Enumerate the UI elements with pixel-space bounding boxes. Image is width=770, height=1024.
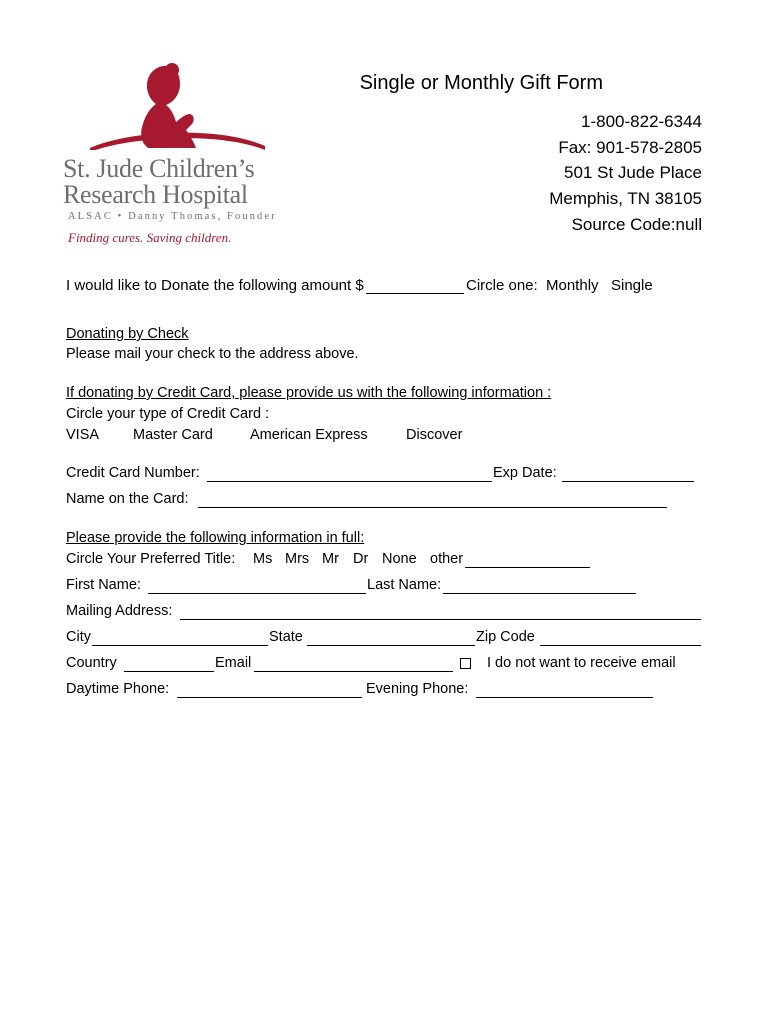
check-instruction: Please mail your check to the address above. — [66, 346, 359, 362]
first-name-field[interactable] — [148, 593, 366, 594]
info-heading: Please provide the following information in full: — [66, 530, 365, 546]
evening-phone-label: Evening Phone: — [366, 681, 469, 697]
city-state-zip: Memphis, TN 38105 — [549, 189, 702, 208]
country-field[interactable] — [124, 671, 214, 672]
title-dr[interactable]: Dr — [353, 551, 369, 567]
exp-date-field[interactable] — [562, 481, 694, 482]
zip-label: Zip Code — [476, 629, 535, 645]
exp-date-label: Exp Date: — [493, 465, 557, 481]
form-title: Single or Monthly Gift Form — [359, 72, 603, 94]
fax-number: Fax: 901-578-2805 — [558, 138, 702, 157]
single-option[interactable]: Single — [611, 277, 653, 294]
monthly-option[interactable]: Monthly — [546, 277, 599, 294]
mailing-address-label: Mailing Address: — [66, 603, 173, 619]
circle-one-label: Circle one: — [466, 277, 538, 294]
city-field[interactable] — [92, 645, 268, 646]
card-number-label: Credit Card Number: — [66, 465, 200, 481]
source-code: Source Code:null — [571, 215, 702, 234]
title-mr[interactable]: Mr — [322, 551, 339, 567]
card-type-visa[interactable]: VISA — [66, 427, 100, 443]
city-label: City — [66, 629, 91, 645]
daytime-phone-label: Daytime Phone: — [66, 681, 170, 697]
donate-amount-field[interactable] — [366, 293, 464, 294]
card-type-amex[interactable]: American Express — [250, 427, 368, 443]
card-type-discover[interactable]: Discover — [406, 427, 463, 443]
no-email-checkbox[interactable] — [460, 658, 471, 669]
email-field[interactable] — [254, 671, 453, 672]
card-name-label: Name on the Card: — [66, 491, 189, 507]
donate-amount-label: I would like to Donate the following amount $ — [66, 277, 364, 294]
logo-tagline: Finding cures. Saving children. — [68, 230, 232, 245]
no-email-label: I do not want to receive email — [487, 655, 676, 671]
credit-card-heading: If donating by Credit Card, please provide us with the following information : — [66, 385, 552, 401]
last-name-label: Last Name: — [367, 577, 442, 593]
state-field[interactable] — [307, 645, 475, 646]
zip-field[interactable] — [540, 645, 701, 646]
daytime-phone-field[interactable] — [177, 697, 362, 698]
evening-phone-field[interactable] — [476, 697, 653, 698]
card-type-label: Circle your type of Credit Card : — [66, 406, 270, 422]
phone-number: 1-800-822-6344 — [581, 112, 702, 131]
check-heading: Donating by Check — [66, 326, 189, 342]
first-name-label: First Name: — [66, 577, 141, 593]
logo-name-line2: Research Hospital — [63, 180, 248, 209]
street-address: 501 St Jude Place — [564, 163, 702, 182]
title-other[interactable]: other — [430, 551, 464, 567]
logo-founder: ALSAC • Danny Thomas, Founder — [68, 211, 277, 222]
logo-name-line1: St. Jude Children’s — [63, 154, 255, 183]
title-other-field[interactable] — [465, 567, 590, 568]
title-label: Circle Your Preferred Title: — [66, 551, 236, 567]
mailing-address-field[interactable] — [180, 619, 701, 620]
country-label: Country — [66, 655, 117, 671]
state-label: State — [269, 629, 303, 645]
card-name-field[interactable] — [198, 507, 667, 508]
title-mrs[interactable]: Mrs — [285, 551, 310, 567]
last-name-field[interactable] — [443, 593, 636, 594]
email-label: Email — [215, 655, 252, 671]
title-none[interactable]: None — [382, 551, 417, 567]
card-number-field[interactable] — [207, 481, 492, 482]
title-ms[interactable]: Ms — [253, 551, 273, 567]
card-type-mastercard[interactable]: Master Card — [133, 427, 213, 443]
